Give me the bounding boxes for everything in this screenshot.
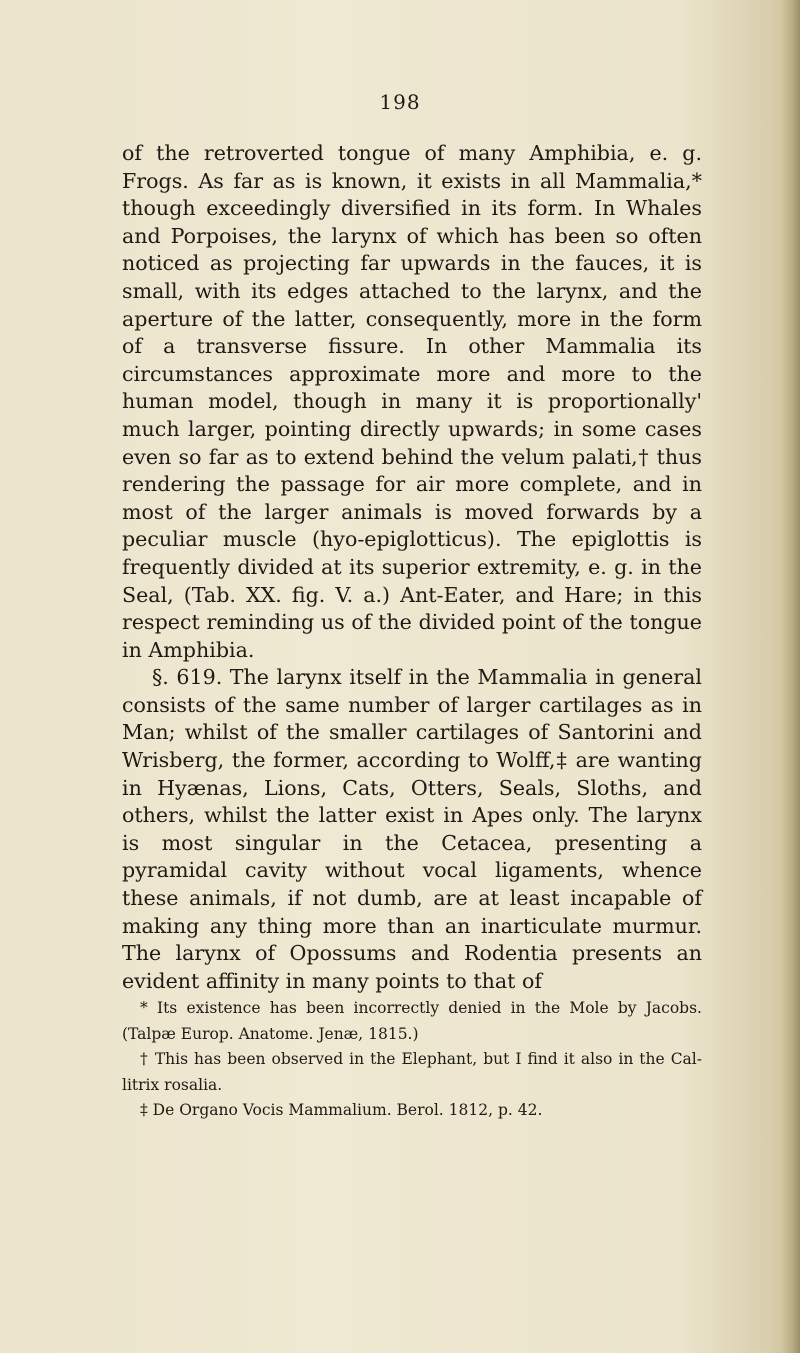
- footnotes: [122, 996, 702, 1124]
- footnote-2: † This has been observed in the Elephant, but I find it also in the Cal-litrix rosalia.: [122, 1050, 702, 1094]
- main-text: [122, 140, 702, 995]
- paragraph-epiglottis: of the retroverted tongue of many Amphibia, e. g. Frogs. As far as is known, it exists in all Mammalia,* though exceedingly diversified in its form. In Whales and Porpoises, the larynx of which has been so often noticed as projecting far upwards in the fauces, it is small, with its edges attached to the larynx, and the aperture of the latter, consequently, more in the form of a transverse fissure. In other Mammalia its circumstances approximate more and more to the human model, though in many it is proportionally' much larger, pointing directly upwards; in some cases even so far as to extend behind the velum palati,† thus rendering the passage for air more complete, and in most of the larger animals is moved forwards by a peculiar muscle (hyo-epiglotticus). The epiglottis is frequently divided at its superior extremity, e. g. in the Seal, (Tab. XX. fig. V. a.) Ant-Eater, and Hare; in this respect reminding us of the divided point of the tongue in Amphibia.: [122, 141, 702, 662]
- footnote-1: * Its existence has been incorrectly denied in the Mole by Jacobs. (Talpæ Europ. Anatome. Jenæ, 1815.): [122, 999, 702, 1043]
- footnote-3: ‡ De Organo Vocis Mammalium. Berol. 1812, p. 42.: [140, 1101, 543, 1119]
- page-edge-shadow: [782, 0, 800, 1353]
- page-number: 198: [379, 90, 421, 114]
- paragraph-section-619: §. 619. The larynx itself in the Mammalia in general consists of the same number of larger cartilages as in Man; whilst of the smaller cartilages of Santorini and Wrisberg, the former, according to Wolff,‡ are wanting in Hyænas, Lions, Cats, Otters, Seals, Sloths, and others, whilst the latter exist in Apes only. The larynx is most singular in the Cetacea, presenting a pyramidal cavity without vocal ligaments, whence these animals, if not dumb, are at least incapable of making any thing more than an inarticulate murmur. The larynx of Opossums and Rodentia presents an evident affinity in many points to that of: [122, 665, 702, 993]
